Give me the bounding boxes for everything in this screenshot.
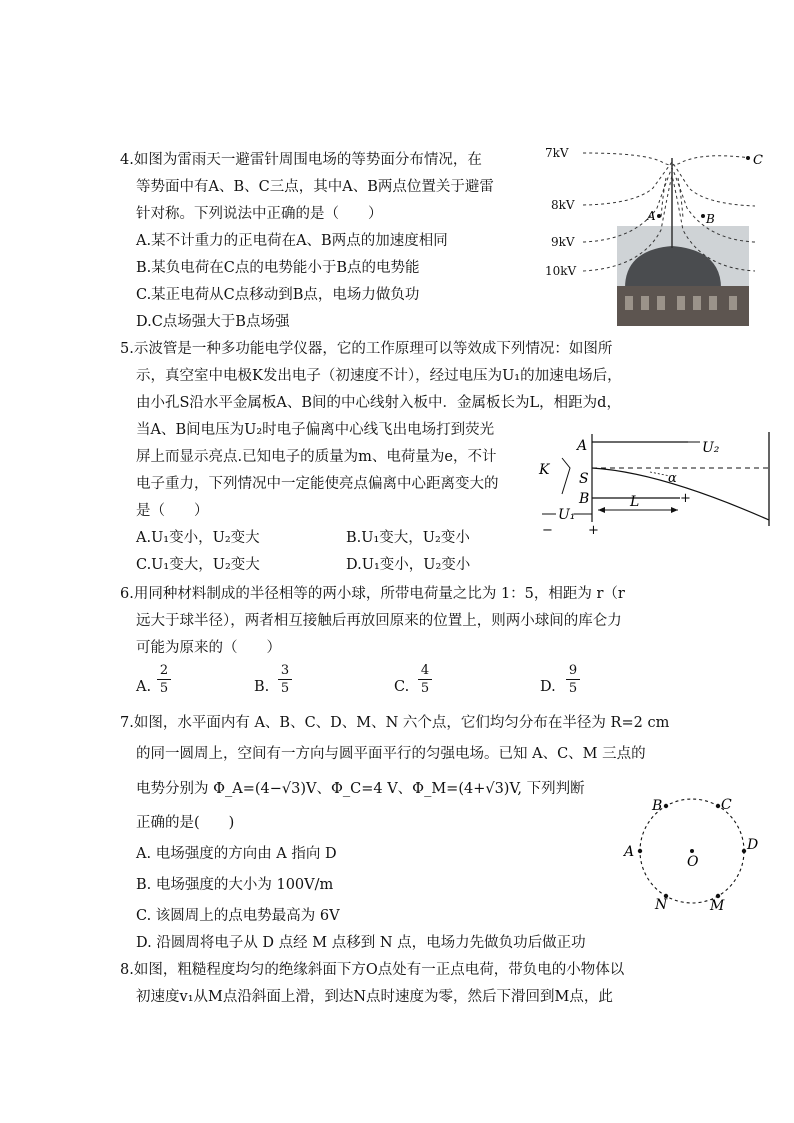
q5-stem-line-7: 是（ ） [136, 503, 209, 519]
q7-label-d: D [747, 837, 759, 853]
q7-label-b: B [652, 798, 663, 814]
q4-stem-line-2: 等势面中有A、B、C三点，其中A、B两点位置关于避雷 [136, 179, 494, 195]
q4-label-8kv: 8kV [551, 198, 575, 212]
q7-label-c: C [721, 797, 732, 813]
q7-label-m: M [710, 898, 725, 914]
q4-option-b: B.某负电荷在C点的电势能小于B点的电势能 [136, 260, 420, 276]
q4-option-c: C.某正电荷从C点移动到B点，电场力做负功 [136, 287, 420, 303]
q5-label-k: K [539, 462, 550, 478]
q5-stem-line-3: 由小孔S沿水平金属板A、B间的中心线射入板中．金属板长为L，相距为d， [136, 395, 621, 411]
q7-option-b: B. 电场强度的大小为 100V/m [136, 877, 334, 893]
q5-label-s: S [579, 471, 589, 487]
q5-label-u2: U₂ [702, 440, 720, 456]
q5-label-l: L [630, 494, 640, 510]
q5-stem-line-5: 屏上而显示亮点.已知电子的质量为m、电荷量为e，不计 [136, 449, 497, 465]
q7-point-a [638, 849, 642, 853]
q6-option-d-denominator: 5 [568, 681, 578, 696]
q4-label-10kv: 10kV [545, 264, 577, 278]
q6-option-b-label: B. [254, 679, 270, 695]
q4-point-c [746, 156, 750, 160]
q6-option-d-numerator: 9 [566, 663, 580, 680]
q6-option-c-label: C. [394, 679, 410, 695]
q5-stem-line-2: 示，真空室中电极K发出电子（初速度不计），经过电压为U₁的加速电场后， [136, 368, 622, 384]
q4-label-9kv: 9kV [551, 235, 575, 249]
q5-option-c: C.U₁变大，U₂变大 [136, 557, 260, 573]
q8-stem-line-1: 8.如图，粗糙程度均匀的绝缘斜面下方O点处有一正点电荷，带负电的小物体以 [120, 962, 625, 978]
q7-stem-line-3: 电势分别为 Φ_A=(4−√3)V、Φ_C=4 V、Φ_M=(4+√3)V, 下列判断 [136, 781, 585, 797]
q4-lightning-rod-figure [545, 138, 765, 328]
q5-label-b: B [579, 491, 590, 507]
q7-point-b [664, 804, 668, 808]
q4-point-a [657, 214, 661, 218]
q4-stem-line-3: 针对称。下列说法中正确的是（ ） [136, 206, 383, 222]
q6-option-a-denominator: 5 [159, 681, 169, 696]
q8-stem-line-2: 初速度v₁从M点沿斜面上滑，到达N点时速度为零，然后下滑回到M点，此 [136, 989, 613, 1005]
q7-option-c: C. 该圆周上的点电势最高为 6V [136, 908, 340, 924]
q7-label-n: N [655, 897, 668, 913]
q6-stem-line-1: 6.用同种材料制成的半径相等的两小球，所带电荷量之比为 1：5，相距为 r（r [120, 586, 625, 602]
q7-stem-line-4: 正确的是( ) [136, 815, 235, 831]
q6-option-c-numerator: 4 [418, 663, 432, 680]
q5-label-plus-plate: + [680, 491, 691, 506]
q5-stem-line-6: 电子重力，下列情况中一定能使亮点偏离中心距离变大的 [136, 476, 499, 492]
q7-stem-line-1: 7.如图，水平面内有 A、B、C、D、M、N 六个点，它们均匀分布在半径为 R=2 cm [120, 715, 670, 731]
q5-stem-line-1: 5.示波管是一种多功能电学仪器，它的工作原理可以等效成下列情况：如图所 [120, 341, 613, 357]
q7-stem-line-2: 的同一圆周上，空间有一方向与圆平面平行的匀强电场。已知 A、C、M 三点的 [136, 746, 646, 762]
q5-label-alpha: α [668, 471, 677, 486]
q6-option-a-numerator: 2 [157, 663, 171, 680]
q6-stem-line-2: 远大于球半径），两者相互接触后再放回原来的位置上，则两小球间的库仑力 [136, 613, 622, 629]
q6-option-b-denominator: 5 [280, 681, 290, 696]
q4-label-7kv: 7kV [545, 146, 569, 160]
q5-option-b: B.U₁变大，U₂变小 [346, 530, 470, 546]
q7-label-a: A [624, 844, 635, 860]
q7-point-o [690, 849, 694, 853]
q7-point-d [742, 849, 746, 853]
q4-option-d: D.C点场强大于B点场强 [136, 314, 290, 330]
q7-option-d: D. 沿圆周将电子从 D 点经 M 点移到 N 点，电场力先做负功后做正功 [136, 935, 586, 951]
q4-point-b [701, 214, 705, 218]
q7-point-c [716, 804, 720, 808]
q6-option-d-fraction [566, 663, 580, 696]
q5-cathode-k [562, 458, 570, 494]
q5-label-minus: − [542, 523, 553, 538]
q7-option-a: A. 电场强度的方向由 A 指向 D [136, 846, 337, 862]
q4-equipotential-7kv [583, 153, 750, 165]
q6-stem-line-3: 可能为原来的（ ） [136, 640, 281, 656]
q5-label-a: A [577, 438, 588, 454]
q6-option-c-fraction [418, 663, 432, 696]
q4-equipotential-8kv [583, 162, 755, 206]
q5-label-u1: U₁ [558, 507, 576, 523]
q6-option-b-fraction [278, 663, 292, 696]
q5-option-a: A.U₁变小，U₂变大 [136, 530, 260, 546]
q5-stem-line-4: 当A、B间电压为U₂时电子偏离中心线飞出电场打到荧光 [136, 422, 495, 438]
q4-option-a: A.某不计重力的正电荷在A、B两点的加速度相同 [136, 233, 448, 249]
q5-oscilloscope-figure [530, 430, 780, 540]
q4-point-a-label: A [647, 209, 656, 223]
q4-stem-line-1: 4.如图为雷雨天一避雷针周围电场的等势面分布情况，在 [120, 152, 482, 168]
q6-option-a-fraction [157, 663, 171, 696]
q6-option-c-denominator: 5 [420, 681, 430, 696]
q4-point-c-label: C [753, 153, 763, 168]
q7-circle-figure [615, 790, 775, 920]
q6-option-a-label: A. [136, 679, 152, 695]
q5-option-d: D.U₁变小，U₂变小 [346, 557, 471, 573]
q5-label-plus-bottom: + [588, 523, 599, 538]
q6-option-b-numerator: 3 [278, 663, 292, 680]
q4-point-b-label: B [706, 212, 715, 226]
q6-option-d-label: D. [540, 679, 556, 695]
q7-label-o: O [687, 854, 699, 870]
